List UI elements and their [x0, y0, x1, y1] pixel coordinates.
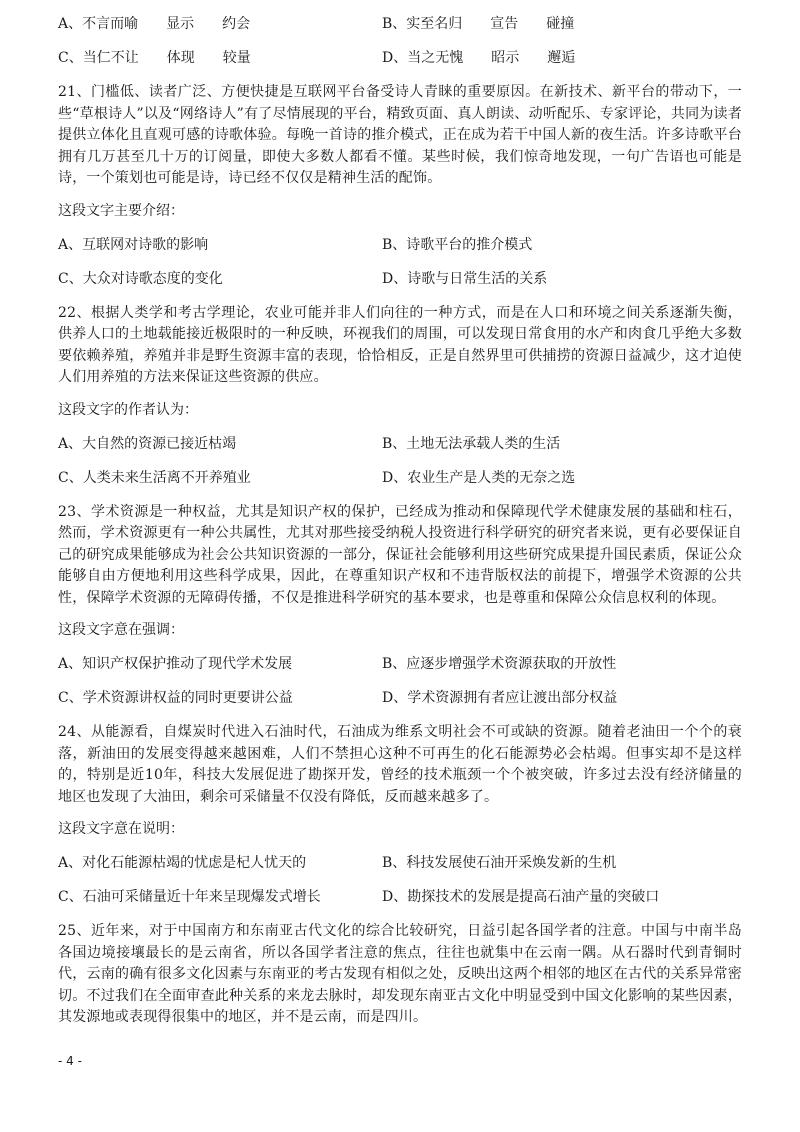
- option-b: B、科技发展使石油开采焕发新的生机: [382, 855, 617, 871]
- question-25: [58, 921, 742, 1029]
- exam-page: [58, 14, 742, 1040]
- option-row: [58, 434, 742, 454]
- question-stem: 这段文字意在强调：: [58, 622, 184, 638]
- option-a: A、对化石能源枯竭的忧虑是杞人忧天的: [58, 855, 307, 871]
- option-a: A、知识产权保护推动了现代学术发展: [58, 656, 293, 672]
- option-d: D、学术资源拥有者应让渡出部分权益: [382, 690, 618, 706]
- option-b: B、诗歌平台的推介模式: [382, 236, 533, 253]
- question-text: 21、门槛低、读者广泛、方便快捷是互联网平台备受诗人青睐的重要原因。在新技术、新平台的带动下，一些“草根诗人”以及“网络诗人”有了尽情展现的平台，精致页面、真人朗读、动听配乐、专家评论，共同为读者提供立体化且直观可感的诗歌体验。每晚一首诗的推介模式，正在成为若干中国人新的夜生活。许多诗歌平台拥有几万甚至几十万的订阅量，即使大多数人都看不懂。某些时候，我们惊奇地发现，一句广告语也可能是诗，一个策划也可能是诗，诗已经不仅仅是精神生活的配饰。: [58, 84, 742, 186]
- question-24: [58, 722, 742, 907]
- option-row: [58, 853, 742, 873]
- option-b: B、实至名归 宣告 碰撞: [382, 16, 575, 32]
- option-d: D、诗歌与日常生活的关系: [382, 270, 548, 287]
- option-row: [58, 468, 742, 488]
- option-c: C、大众对诗歌态度的变化: [58, 270, 223, 287]
- question-stem: 这段文字主要介绍：: [58, 202, 184, 219]
- question-21: [58, 82, 742, 289]
- question-23: [58, 502, 742, 709]
- question-stem: 这段文字意在说明：: [58, 821, 184, 837]
- option-b: B、应逐步增强学术资源获取的开放性: [382, 656, 617, 672]
- option-d: D、当之无愧 昭示 邂逅: [382, 50, 576, 66]
- option-a: A、互联网对诗歌的影响: [58, 236, 209, 253]
- question-22: [58, 303, 742, 488]
- question-text: 23、学术资源是一种权益，尤其是知识产权的保护，已经成为推动和保障现代学术健康发展的基础和柱石，然而，学术资源更有一种公共属性，尤其对那些接受纳税人投资进行科学研究的研究者来说，更有必要保证自己的研究成果能够成为社会公共知识资源的一部分，保证社会能够利用这些研究成果提升国民素质，保证公众能够自由方便地利用这些科学成果，因此，在尊重知识产权和不违背版权法的前提下，增强学术资源的公共性，保障学术资源的无障碍传播，不仅是推进科学研究的基本要求，也是尊重和保障公众信息权利的体现。: [58, 503, 742, 606]
- option-c: C、当仁不让 体现 较量: [58, 50, 251, 66]
- option-row: [58, 887, 742, 907]
- question-text: 24、从能源看，自煤炭时代进入石油时代，石油成为维系文明社会不可或缺的资源。随着老油田一个个的衰落，新油田的发展变得越来越困难，人们不禁担心这种不可再生的化石能源势必会枯竭。但事实却不是这样的，特别是近10年，科技大发展促进了勘探开发，曾经的技术瓶颈一个个被突破，许多过去没有经济储量的地区也发现了大油田，剩余可采储量不仅没有降低，反而越来越多了。: [58, 724, 742, 805]
- top-options: [58, 14, 742, 68]
- option-row: [58, 14, 742, 34]
- question-stem: 这段文字的作者认为：: [58, 401, 198, 418]
- option-row: [58, 235, 742, 255]
- option-a: A、不言而喻 显示 约会: [58, 16, 251, 32]
- option-a: A、大自然的资源已接近枯竭: [58, 435, 237, 452]
- option-c: C、石油可采储量近十年来呈现爆发式增长: [58, 889, 321, 905]
- option-row: [58, 688, 742, 708]
- option-d: D、农业生产是人类的无奈之选: [382, 469, 576, 486]
- option-row: [58, 654, 742, 674]
- page-number: - 4 -: [58, 1054, 82, 1068]
- option-c: C、人类未来生活离不开养殖业: [58, 469, 251, 486]
- option-row: [58, 48, 742, 68]
- option-row: [58, 269, 742, 289]
- option-b: B、土地无法承载人类的生活: [382, 435, 561, 452]
- question-text: 25、近年来，对于中国南方和东南亚古代文化的综合比较研究，日益引起各国学者的注意。中国与中南半岛各国边境接壤最长的是云南省，所以各国学者注意的焦点，往往也就集中在云南一隅。从石器时代到青铜时代，云南的确有很多文化因素与东南亚的考古发现有相似之处，反映出这两个相邻的地区在古代的关系异常密切。不过我们在全面审查此种关系的来龙去脉时，却发现东南亚古文化中明显受到中国文化影响的某些因素，其发源地或表现得很集中的地区，并不是云南，而是四川。: [58, 923, 742, 1025]
- option-c: C、学术资源讲权益的同时更要讲公益: [58, 690, 293, 706]
- question-text: 22、根据人类学和考古学理论，农业可能并非人们向往的一种方式，而是在人口和环境之间关系逐渐失衡，供养人口的土地载能接近极限时的一种反映，环视我们的周围，可以发现日常食用的水产和肉食几乎绝大多数要依赖养殖，养殖并非是野生资源丰富的表现，恰恰相反，正是自然界里可供捕捞的资源日益减少，这才迫使人们用养殖的方法来保证这些资源的供应。: [58, 304, 742, 385]
- option-d: D、勘探技术的发展是提高石油产量的突破口: [382, 889, 660, 905]
